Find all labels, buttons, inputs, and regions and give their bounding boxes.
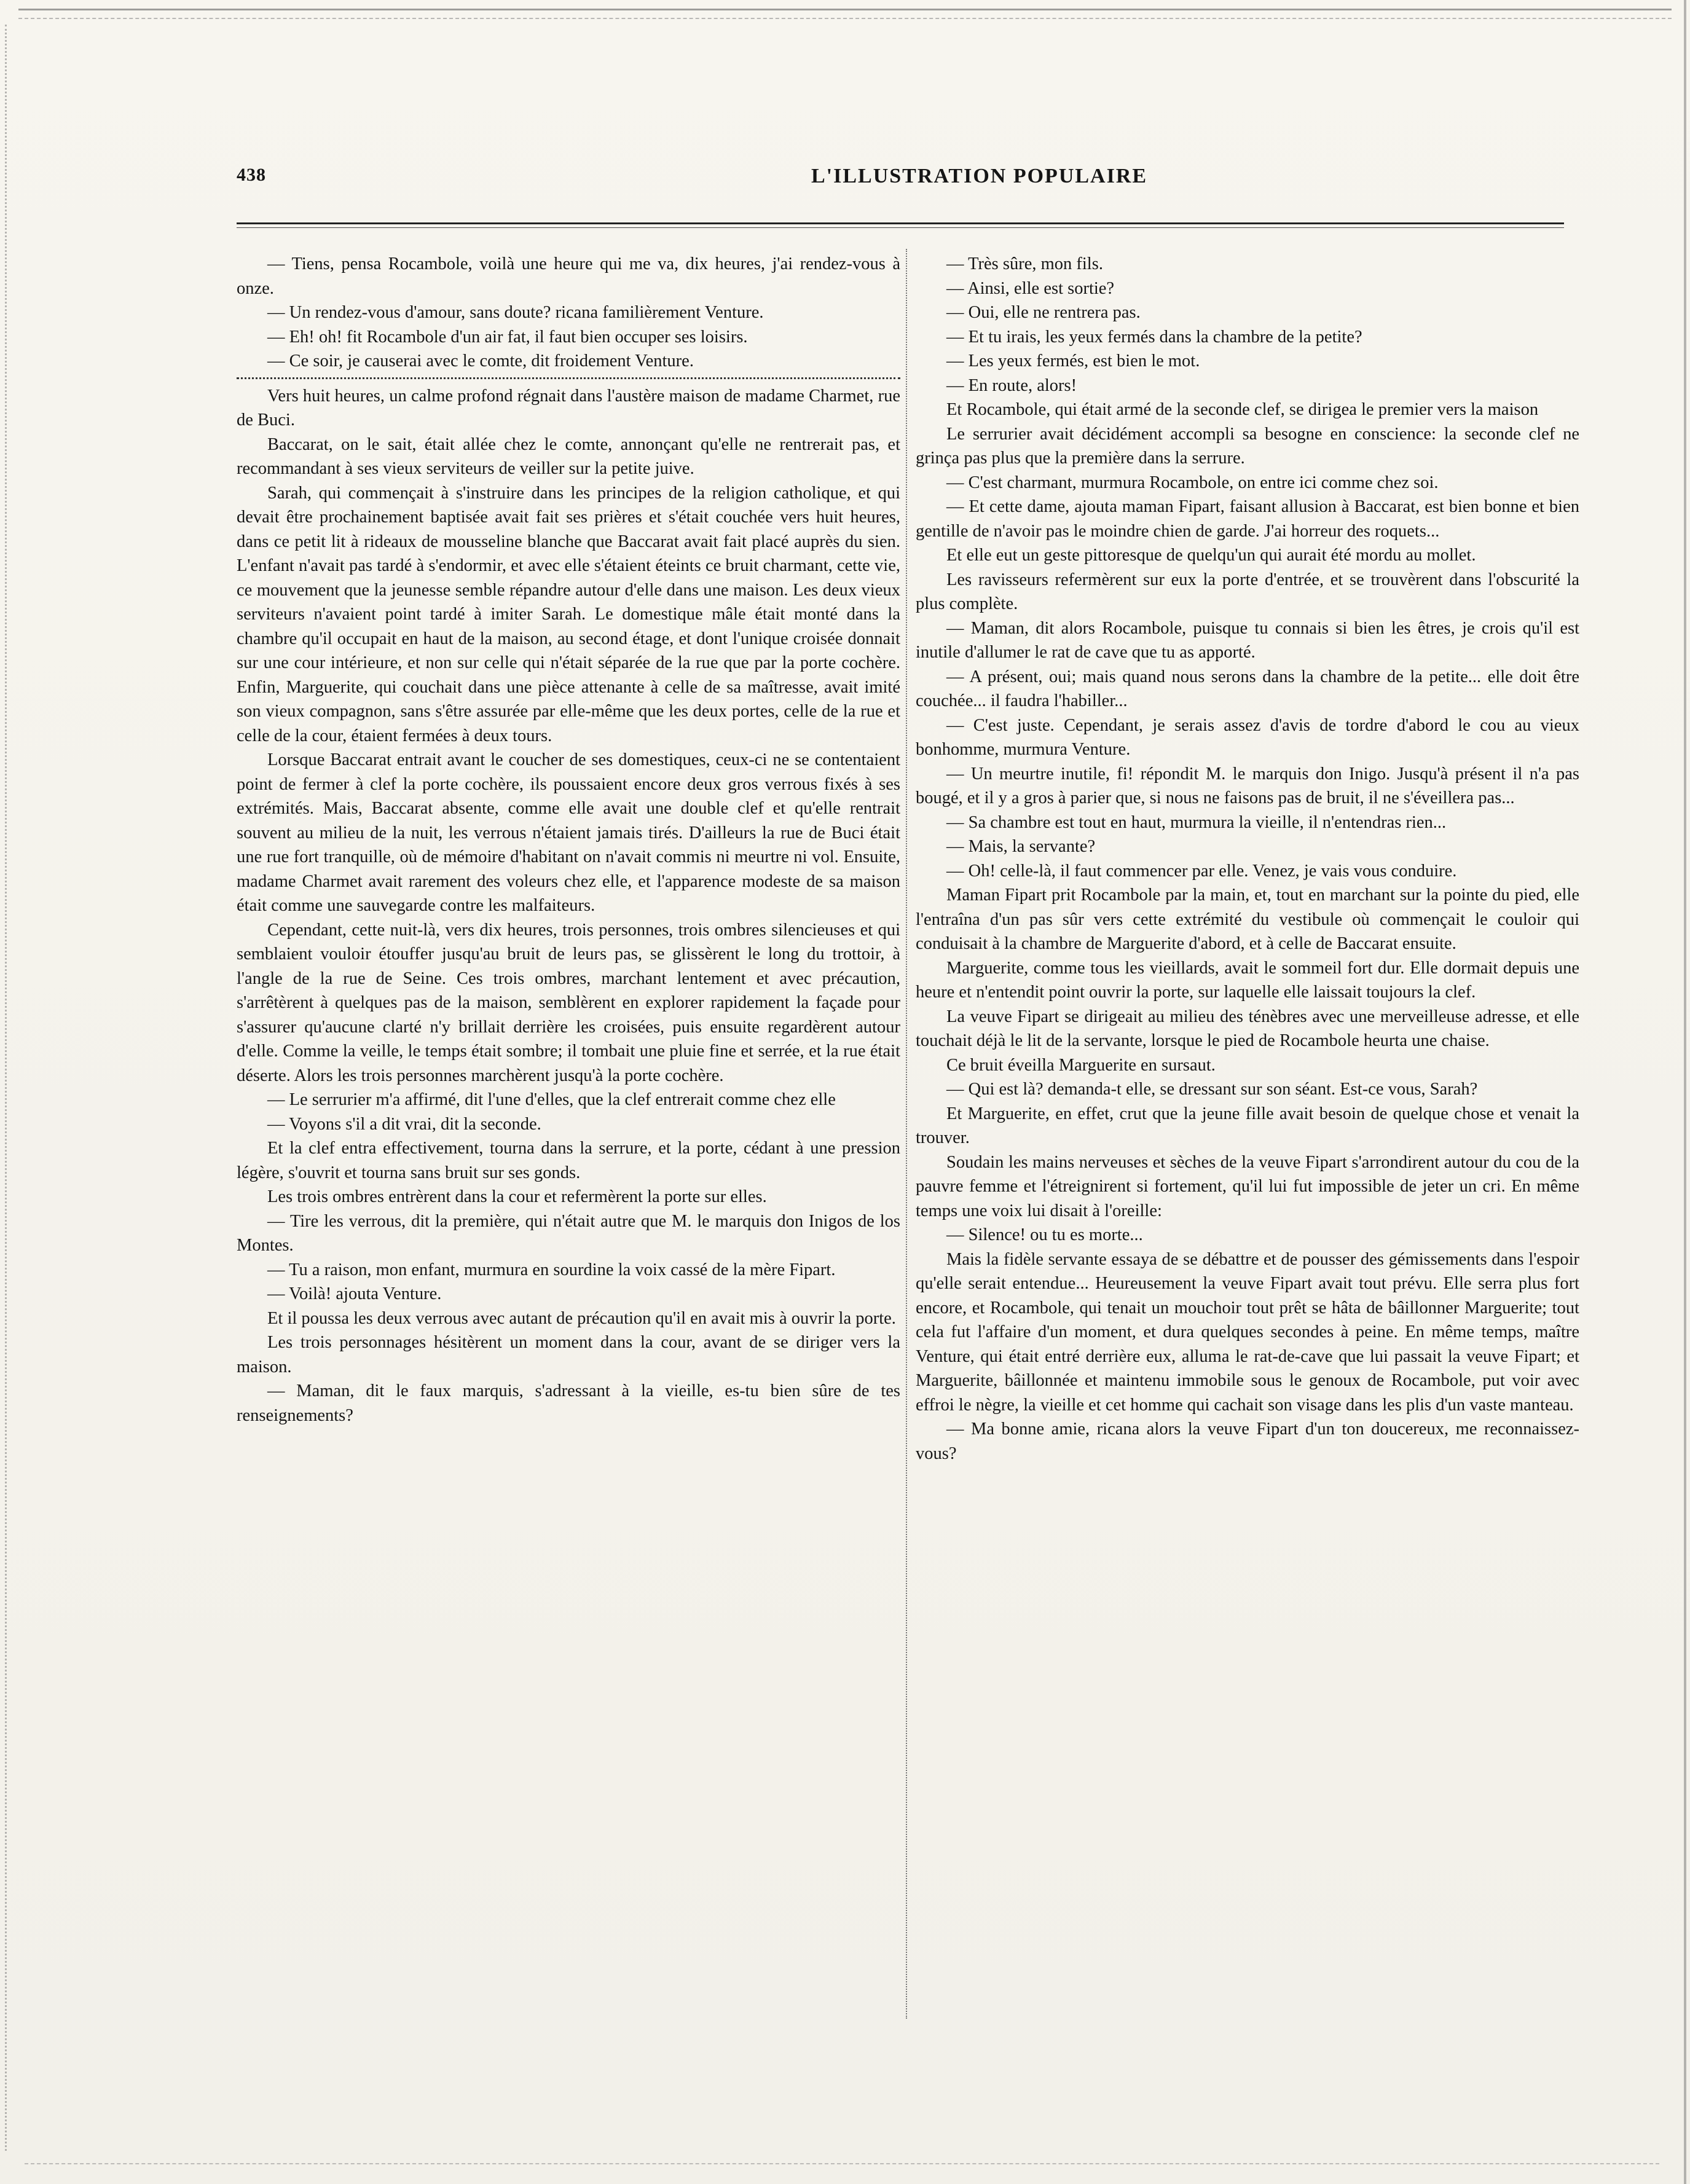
right-column: [916, 252, 1579, 2096]
left-column: [237, 252, 900, 2096]
paragraph: Les ravisseurs refermèrent sur eux la porte d'entrée, et se trouvèrent dans l'obscurité la plus complète.: [916, 570, 1579, 613]
scan-edge-left: [5, 25, 10, 2151]
paragraph: La veuve Fipart se dirigeait au milieu des ténèbres avec une merveilleuse adresse, et elle touchait déjà le lit de la servante, lorsque le pied de Rocambole heurta une chaise.: [916, 1007, 1579, 1050]
paragraph: — Tire les verrous, dit la première, qui n'était autre que M. le marquis don Inigos de los Montes.: [237, 1211, 900, 1255]
scan-edge-right: [1678, 0, 1686, 2184]
paragraph: Et il poussa les deux verrous avec autant de précaution qu'il en avait mis à ouvrir la porte.: [267, 1308, 896, 1328]
paragraph: Marguerite, comme tous les vieillards, avait le sommeil fort dur. Elle dormait depuis une heure et n'entendit point ouvrir la porte, sur laquelle elle laissait toujours la clef.: [916, 958, 1579, 1002]
paragraph: — Ma bonne amie, ricana alors la veuve Fipart d'un ton doucereux, me reconnaissez-vous?: [916, 1420, 1579, 1463]
paragraph: Vers huit heures, un calme profond régnait dans l'austère maison de madame Charmet, rue de Buci.: [237, 386, 900, 430]
scan-edge-bottom: [25, 2163, 1659, 2168]
paragraph: — Les yeux fermés, est bien le mot.: [946, 352, 1200, 371]
paragraph: Et la clef entra effectivement, tourna dans la serrure, et la porte, cédant à une pression légère, s'ouvrit et tourna sans bruit sur ses gonds.: [237, 1139, 900, 1182]
paragraph: Soudain les mains nerveuses et sèches de la veuve Fipart s'arrondirent autour du cou de la pauvre femme et l'étreignirent si fortement, qu'il lui fut impossible de jeter un cri. En même temps une voix lui disait à l'oreille:: [916, 1152, 1579, 1220]
paragraph: — Qui est là? demanda-t elle, se dressant sur son séant. Est-ce vous, Sarah?: [946, 1080, 1478, 1099]
paragraph: Cependant, cette nuit-là, vers dix heures, trois personnes, trois ombres silencieuses et qui semblaient vouloir étouffer jusqu'au bruit de leurs pas, se glissèrent le long du trottoir, à l'angle de la rue de Seine. Ces trois ombres, marchant lentement et avec précaution, s'arrêtèrent à quelques pas de la maison, semblèrent en explorer rapidement la façade pour s'assurer qu'aucune clarté n'y brillait derrière les croisées, puis ensuite regardèrent autour d'elle. Comme la veille, le temps était sombre; il tombait une pluie fine et serrée, et la rue était déserte. Alors les trois personnes marchèrent jusqu'à la porte cochère.: [237, 920, 900, 1085]
paragraph: — Eh! oh! fit Rocambole d'un air fat, il faut bien occuper ses loisirs.: [267, 327, 748, 347]
paragraph: — Oui, elle ne rentrera pas.: [946, 303, 1141, 322]
section-separator: [237, 377, 900, 379]
paragraph: — C'est juste. Cependant, je serais assez d'avis de tordre d'abord le cou au vieux bonhomme, murmura Venture.: [916, 715, 1579, 759]
paragraph: Maman Fipart prit Rocambole par la main, et, tout en marchant sur la pointe du pied, elle l'entraîna d'un pas sûr vers cette extrémité du vestibule où commençait le couloir qui conduisait à la chambre de Marguerite d'abord, et à celle de Baccarat ensuite.: [916, 886, 1579, 953]
paragraph: — Le serrurier m'a affirmé, dit l'une d'elles, que la clef entrerait comme chez elle: [267, 1090, 836, 1109]
paragraph: Et elle eut un geste pittoresque de quelqu'un qui aurait été mordu au mollet.: [946, 546, 1476, 565]
paragraph: — Silence! ou tu es morte...: [946, 1225, 1143, 1244]
paragraph: Et Marguerite, en effet, crut que la jeune fille avait besoin de quelque chose et venait la trouver.: [916, 1104, 1579, 1147]
paragraph: — Un rendez-vous d'amour, sans doute? ricana familièrement Venture.: [267, 303, 764, 322]
page-number: 438: [237, 165, 266, 185]
paragraph: — Maman, dit le faux marquis, s'adressant à la vieille, es-tu bien sûre de tes renseignements?: [237, 1381, 900, 1425]
paragraph: Le serrurier avait décidément accompli sa besogne en conscience: la seconde clef ne grinça pas plus que la première dans la serrure.: [916, 424, 1579, 468]
publication-title: L'ILLUSTRATION POPULAIRE: [811, 165, 1148, 187]
paragraph: Baccarat, on le sait, était allée chez le comte, annonçant qu'elle ne rentrerait pas, et recommandant à ses vieux serviteurs de veiller sur la petite juive.: [237, 434, 900, 478]
paragraph: — Très sûre, mon fils.: [946, 254, 1103, 273]
paragraph: Sarah, qui commençait à s'instruire dans les principes de la religion catholique, et qui devait être prochainement baptisée avait fait ses prières et s'était couchée vers huit heures, dans ce petit lit à rideaux de mousseline blanche que Baccarat avait fait placé auprès du sien. L'enfant n'avait pas tardé à s'endormir, et avec elle s'étaient éteints ce bruit charmant, cette vie, ce mouvement que la jeunesse semble répandre autour d'elle dans une maison. Les deux vieux serviteurs n'avaient point tardé à imiter Sarah. Le domestique mâle était monté dans la chambre qu'il occupait en haut de la maison, au second étage, et dont l'unique croisée donnait sur une cour intérieure, et non sur celle qui n'était séparée de la rue que par la porte cochère. Enfin, Marguerite, qui couchait dans une pièce attenante à celle de sa maîtresse, avait imité son vieux compagnon, sans s'être assurée par elle-même que les deux portes, celle de la rue et celle de la cour, étaient fermées à deux tours.: [237, 483, 900, 745]
paragraph: Et Rocambole, qui était armé de la seconde clef, se dirigea le premier vers la maison: [946, 400, 1539, 419]
paragraph: — Mais, la servante?: [946, 837, 1096, 856]
paragraph: — Tiens, pensa Rocambole, voilà une heure qui me va, dix heures, j'ai rendez-vous à onze.: [237, 254, 900, 298]
paragraph: — Oh! celle-là, il faut commencer par elle. Venez, je vais vous conduire.: [946, 861, 1457, 881]
paragraph: — Un meurtre inutile, fi! répondit M. le marquis don Inigo. Jusqu'à présent il n'a pas bougé, et il y a gros à parier que, si nous ne faisons pas de bruit, il ne s'éveillera pas...: [916, 764, 1579, 807]
paragraph: — Voilà! ajouta Venture.: [267, 1284, 442, 1303]
paragraph: Les trois ombres entrèrent dans la cour et refermèrent la porte sur elles.: [267, 1187, 767, 1206]
paragraph: — Tu a raison, mon enfant, murmura en sourdine la voix cassé de la mère Fipart.: [267, 1260, 836, 1279]
paragraph: — Et cette dame, ajouta maman Fipart, faisant allusion à Baccarat, est bien bonne et bien gentille de n'avoir pas le moindre chien de garde. J'ai horreur des roquets...: [916, 497, 1579, 541]
paragraph: — Ainsi, elle est sortie?: [946, 278, 1115, 298]
paragraph: — A présent, oui; mais quand nous serons dans la chambre de la petite... elle doit être couchée... il faudra l'habiller...: [916, 667, 1579, 710]
paragraph: Ce bruit éveilla Marguerite en sursaut.: [946, 1055, 1216, 1075]
paragraph: — C'est charmant, murmura Rocambole, on entre ici comme chez soi.: [946, 473, 1439, 492]
paragraph: — Maman, dit alors Rocambole, puisque tu connais si bien les êtres, je crois qu'il est inutile d'allumer le rat de cave que tu as apporté.: [916, 618, 1579, 662]
paragraph: — Ce soir, je causerai avec le comte, dit froidement Venture.: [267, 352, 694, 371]
header-rule: [237, 222, 1564, 228]
paragraph: Mais la fidèle servante essaya de se débattre et de pousser des gémissements dans l'espoir qu'elle serait entendue... Heureusement la veuve Fipart avait tout prévu. Elle serra plus fort encore, et Rocambole, qui tenait un mouchoir tout prêt se hâta de bâillonner Marguerite; tout cela fut l'affaire d'un moment, et dura quelques secondes à peine. En même temps, maître Venture, qui était entré derrière eux, alluma le rat-de-cave que lui passait la veuve Fipart; et Marguerite, bâillonnée et maintenu immobile sous le genoux de Rocambole, put voir avec effroi le nègre, la vieille et cet homme qui cachait son visage dans les plis d'un vaste manteau.: [916, 1249, 1579, 1415]
column-divider: [906, 249, 907, 2019]
paragraph: — En route, alors!: [946, 375, 1077, 395]
paragraph: Les trois personnages hésitèrent un moment dans la cour, avant de se diriger vers la maison.: [237, 1333, 900, 1377]
paragraph: Lorsque Baccarat entrait avant le coucher de ses domestiques, ceux-ci ne se contentaient point de fermer à clef la porte cochère, ils poussaient encore deux gros verrous fixés à ses extrémités. Mais, Baccarat absente, comme elle avait une double clef et qu'elle rentrait souvent au milieu de la nuit, les verrous n'étaient jamais tirés. D'ailleurs la rue de Buci était une rue fort tranquille, où de mémoire d'habitant on n'avait commis ni meurtre ni vol. Ensuite, madame Charmet avait rarement des voleurs chez elle, et l'apparence modeste de sa maison était comme une sauvegarde contre les malfaiteurs.: [237, 750, 900, 915]
paragraph: — Voyons s'il a dit vrai, dit la seconde.: [267, 1114, 541, 1134]
paragraph: — Sa chambre est tout en haut, murmura la vieille, il n'entendras rien...: [946, 812, 1447, 832]
paragraph: — Et tu irais, les yeux fermés dans la chambre de la petite?: [946, 327, 1362, 347]
scan-edge-top: [18, 9, 1672, 19]
page-header: [237, 161, 1564, 198]
